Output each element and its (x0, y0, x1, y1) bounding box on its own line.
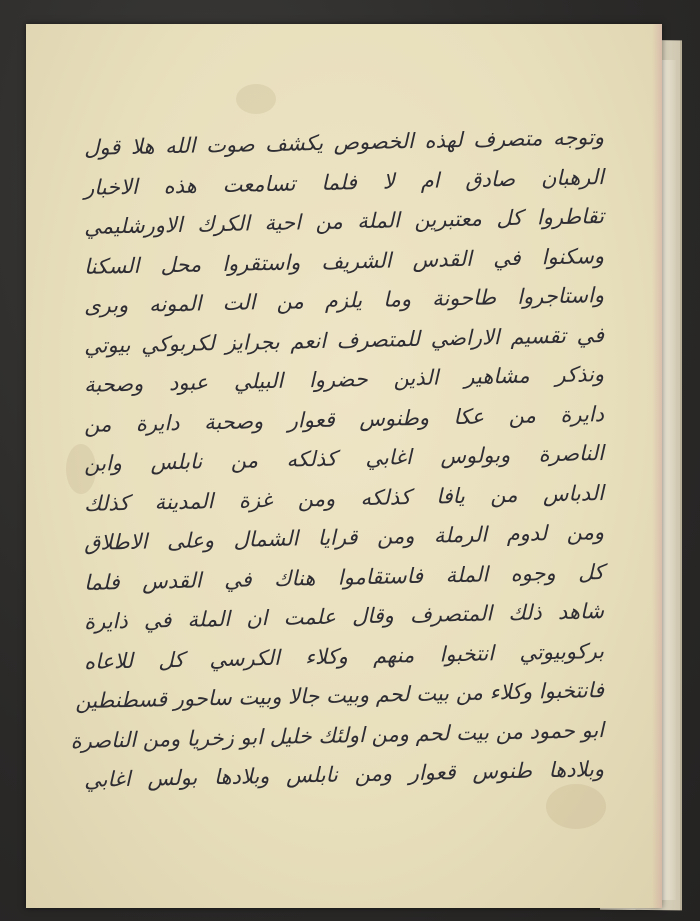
manuscript-line: الناصرة وبولوس اغابي كذلكه من نابلس وابن (83, 441, 605, 476)
manuscript-line: وسكنوا في القدس الشريف واستقروا محل السكنا (83, 243, 605, 279)
paper-stain (546, 784, 606, 829)
manuscript-line: في تقسيم الاراضي للمتصرف انعم بجرايز لكربوكي بيوتي (83, 322, 605, 358)
manuscript-line: شاهد ذلك المتصرف وقال علمت ان الملة في ذايرة (83, 599, 605, 634)
manuscript-line: وتوجه متصرف لهذه الخصوص يكشف صوت الله هلا قول (83, 125, 605, 160)
manuscript-line: واستاجروا طاحونة وما يلزم من الت المونه وبرى (83, 283, 605, 318)
manuscript-line: ومن لدوم الرملة ومن قرايا الشمال وعلى الاطلاق (83, 520, 605, 555)
manuscript-line: تقاطروا كل معتبرين الملة من احية الكرك الاورشليمي (83, 204, 605, 239)
handwritten-text (70, 118, 605, 792)
manuscript-line: ونذكر مشاهير الذين حضروا البيلي عبود وصحبة (83, 362, 605, 397)
paper-stain (236, 84, 276, 114)
manuscript-line: الرهبان صادق ام لا فلما تسامعت هذه الاخبار (83, 164, 605, 200)
manuscript-line: بركوبيوتي انتخبوا منهم وكلاء الكرسي كل للاعاه (83, 638, 605, 674)
manuscript-line: كل وجوه الملة فاستقاموا هناك في القدس فلما (83, 559, 605, 595)
manuscript-line: دايرة من عكا وطنوس قعوار وصحبة دايرة من (83, 401, 605, 437)
manuscript-line: ابو حمود من بيت لحم ومن اولئك خليل ابو زخريا ومن الناصرة (70, 717, 605, 753)
manuscript-line: وبلادها طنوس قعوار ومن نابلس وبلادها بولس اغابي (83, 757, 605, 792)
manuscript-line: الدباس من يافا كذلكه ومن غزة المدينة كذلك (83, 480, 605, 516)
manuscript-line: فانتخبوا وكلاء من بيت لحم وبيت جالا وبيت ساحور قسطنطين (74, 678, 605, 714)
